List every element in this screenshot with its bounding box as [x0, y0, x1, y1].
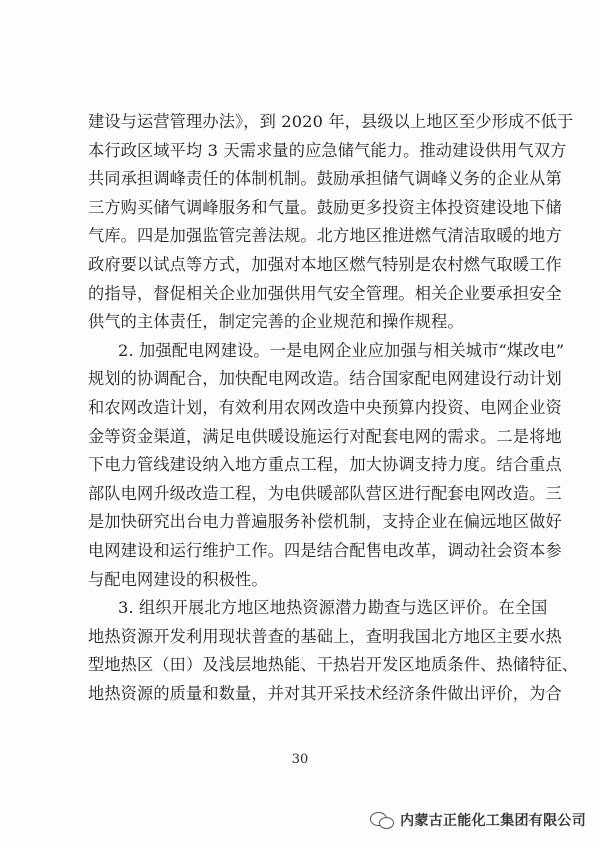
watermark [370, 810, 586, 830]
text-line: 规划的协调配合，加快配电网改造。结合国家配电网建设行动计划 [88, 369, 562, 389]
text-line: 本行政区域平均 3 天需求量的应急储气能力。推动建设供用气双方 [88, 140, 567, 160]
page-number: 30 [291, 752, 309, 767]
text-line: 型地热区（田）及浅层地热能、干热岩开发区地质条件、热储特征、 [88, 655, 579, 675]
text-line: 和农网改造计划，有效利用农网改造中央预算内投资、电网企业资 [88, 397, 562, 417]
text-line: 供气的主体责任，制定完善的企业规范和操作规程。 [88, 312, 464, 332]
text-line: 金等资金渠道，满足电供暖设施运行对配套电网的需求。二是将地 [88, 426, 562, 446]
text-line: 地热资源开发利用现状普查的基础上，查明我国北方地区主要水热 [88, 626, 562, 646]
text-line: 下电力管线建设纳入地方重点工程，加大协调支持力度。结合重点 [88, 455, 562, 475]
watermark-text: 内蒙古正能化工集团有限公司 [400, 813, 586, 829]
text-line: 的指导，督促相关企业加强供用气安全管理。相关企业要承担安全 [88, 283, 562, 303]
text-line: 共同承担调峰责任的体制机制。鼓励承担储气调峰义务的企业从第 [88, 169, 562, 189]
wechat-icon [370, 810, 394, 830]
section-heading-line: 3. 组织开展北方地区地热资源潜力勘查与选区评价。在全国 [118, 598, 548, 618]
text-line: 是加快研究出台电力普遍服务补偿机制，支持企业在偏远地区做好 [88, 512, 562, 532]
text-line: 与配电网建设的积极性。 [88, 569, 268, 589]
text-line: 三方购买储气调峰服务和气量。鼓励更多投资主体投资建设地下储 [88, 197, 562, 217]
text-line: 建设与运营管理办法》，到 2020 年，县级以上地区至少形成不低于 [88, 112, 574, 131]
body-text [88, 108, 579, 708]
text-line: 气库。四是加强监管完善法规。北方地区推进燃气清洁取暖的地方 [88, 226, 562, 246]
section-heading-line: 2. 加强配电网建设。一是电网企业应加强与相关城市“煤改电” [118, 340, 565, 360]
text-line: 政府要以试点等方式，加强对本地区燃气特别是农村燃气取暖工作 [88, 254, 562, 274]
text-line: 电网建设和运行维护工作。四是结合配售电改革，调动社会资本参 [88, 540, 562, 560]
text-line: 部队电网升级改造工程，为电供暖部队营区进行配套电网改造。三 [88, 483, 562, 503]
text-line: 地热资源的质量和数量，并对其开采技术经济条件做出评价，为合 [88, 683, 562, 703]
